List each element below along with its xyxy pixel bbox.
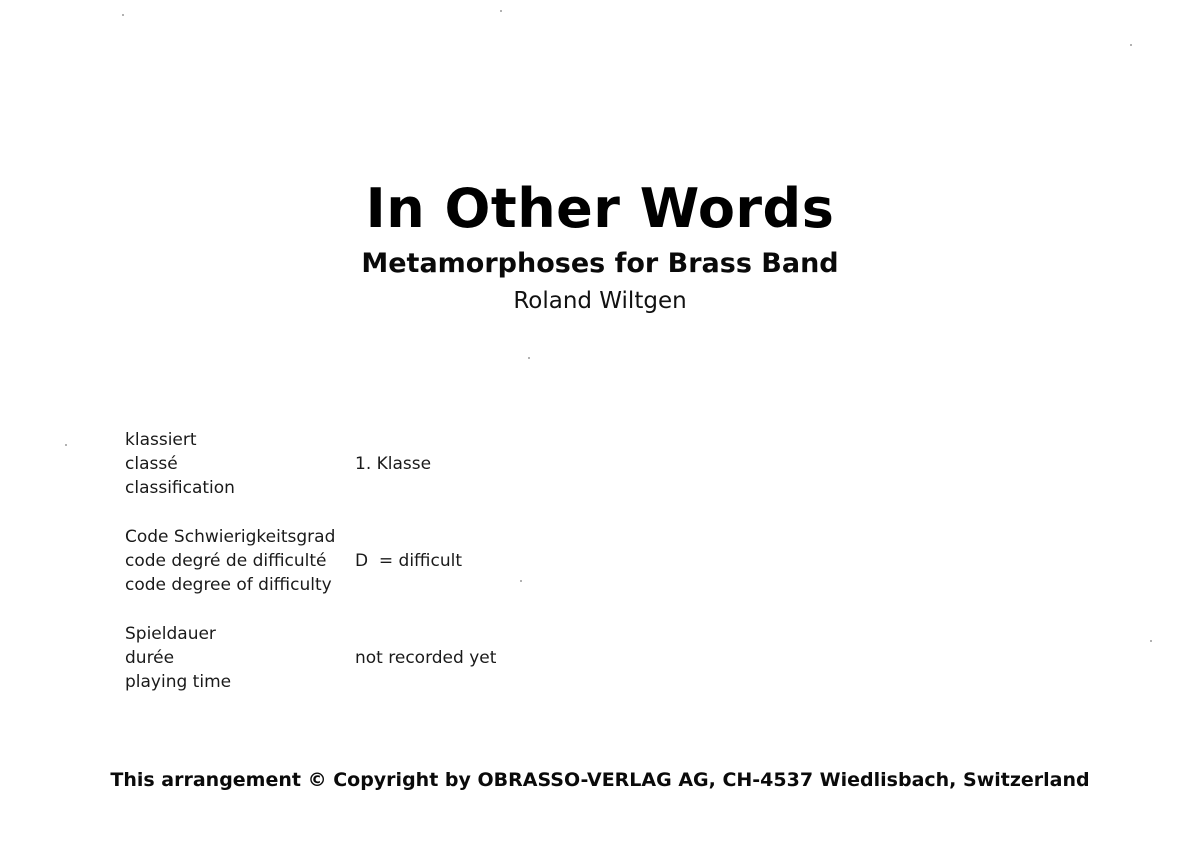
- duration-label-de: Spieldauer: [125, 624, 216, 644]
- scan-speck: [500, 10, 502, 12]
- duration-label-fr: durée: [125, 648, 175, 668]
- composer-name: Roland Wiltgen: [513, 288, 687, 314]
- difficulty-label-en: code degree of difficulty: [125, 575, 332, 595]
- classification-value: 1. Klasse: [355, 454, 432, 474]
- scan-speck: [122, 14, 124, 16]
- duration-value: not recorded yet: [355, 648, 497, 668]
- difficulty-label-de: Code Schwierigkeitsgrad: [125, 527, 336, 547]
- difficulty-label-fr: code degré de difficulté: [125, 551, 327, 571]
- scan-speck: [1150, 640, 1152, 642]
- score-subtitle: Metamorphoses for Brass Band: [361, 248, 839, 279]
- duration-labels: [125, 622, 355, 694]
- scan-speck: [528, 357, 530, 359]
- classification-labels: [125, 428, 355, 500]
- scan-speck: [520, 580, 522, 582]
- difficulty-labels: [125, 525, 355, 597]
- scan-speck: [65, 444, 67, 446]
- difficulty-value: D = difficult: [355, 551, 463, 571]
- score-title: In Other Words: [365, 177, 835, 240]
- duration-label-en: playing time: [125, 672, 232, 692]
- classification-label-fr: classé: [125, 454, 178, 474]
- classification-label-de: klassiert: [125, 430, 197, 450]
- copyright-footer: This arrangement © Copyright by OBRASSO-VERLAG AG, CH-4537 Wiedlisbach, Switzerland: [110, 769, 1090, 791]
- classification-label-en: classification: [125, 478, 235, 498]
- scan-speck: [1130, 44, 1132, 46]
